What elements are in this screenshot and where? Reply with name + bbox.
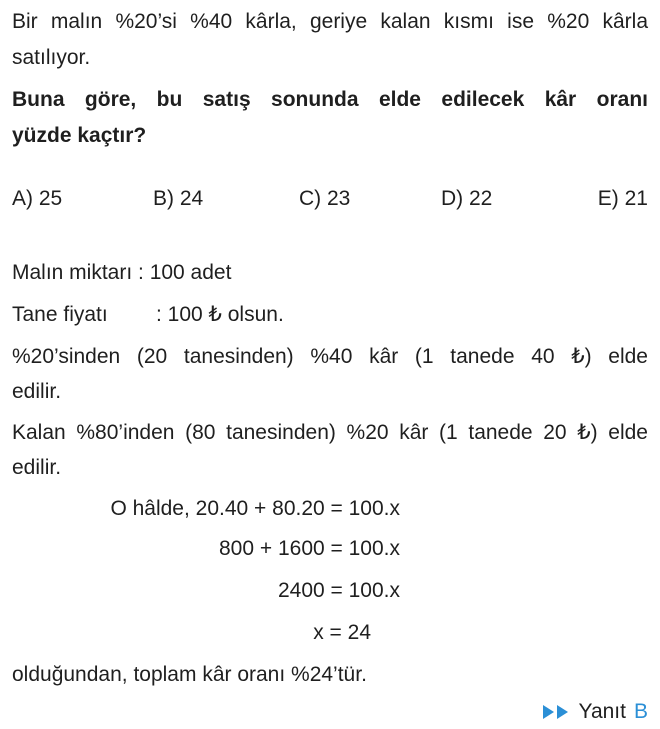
- option-c: C) 23: [299, 187, 351, 210]
- equation-4: x = 24: [313, 621, 371, 644]
- option-a: A) 25: [12, 187, 63, 210]
- play-arrow-2: [557, 705, 568, 719]
- answer-label: Yanıt: [578, 700, 626, 723]
- solution-part1-line-1: %20’sinden (20 tanesinden) %40 kâr (1 tanede 40 ₺) elde: [12, 345, 648, 368]
- equation-3: 2400 = 100.x: [277, 579, 400, 602]
- solution-part2-line-1: Kalan %80’inden (80 tanesinden) %20 kâr (1 tanede 20 ₺) elde: [12, 421, 648, 444]
- solution-price-value: : 100 ₺ olsun.: [156, 303, 284, 326]
- equation-1: O hâlde, 20.40 + 80.20 = 100.x: [110, 497, 400, 520]
- answer-options: [12, 184, 648, 214]
- answer-letter: B: [633, 700, 648, 723]
- question-line-2: satılıyor.: [12, 46, 91, 69]
- option-d: D) 22: [441, 187, 493, 210]
- double-play-arrow-icon: [541, 704, 571, 720]
- answer-indicator: [541, 698, 649, 726]
- play-arrow-1: [543, 705, 554, 719]
- equation-2: 800 + 1600 = 100.x: [219, 537, 400, 560]
- question-prompt-line-1: Buna göre, bu satış sonunda elde edilecek kâr oranı: [12, 88, 648, 111]
- solution-price-label: Tane fiyatı: [12, 303, 108, 326]
- solution-part2-line-2: edilir.: [12, 456, 62, 479]
- question-prompt-line-2: yüzde kaçtır?: [12, 124, 147, 147]
- question-line-1: Bir malın %20’si %40 kârla, geriye kalan kısmı ise %20 kârla: [12, 10, 648, 33]
- solution-quantity: Malın miktarı : 100 adet: [12, 261, 232, 284]
- solution-part1-line-2: edilir.: [12, 380, 62, 403]
- option-b: B) 24: [153, 187, 204, 210]
- solution-conclusion: olduğundan, toplam kâr oranı %24’tür.: [12, 663, 367, 686]
- option-e: E) 21: [597, 187, 648, 210]
